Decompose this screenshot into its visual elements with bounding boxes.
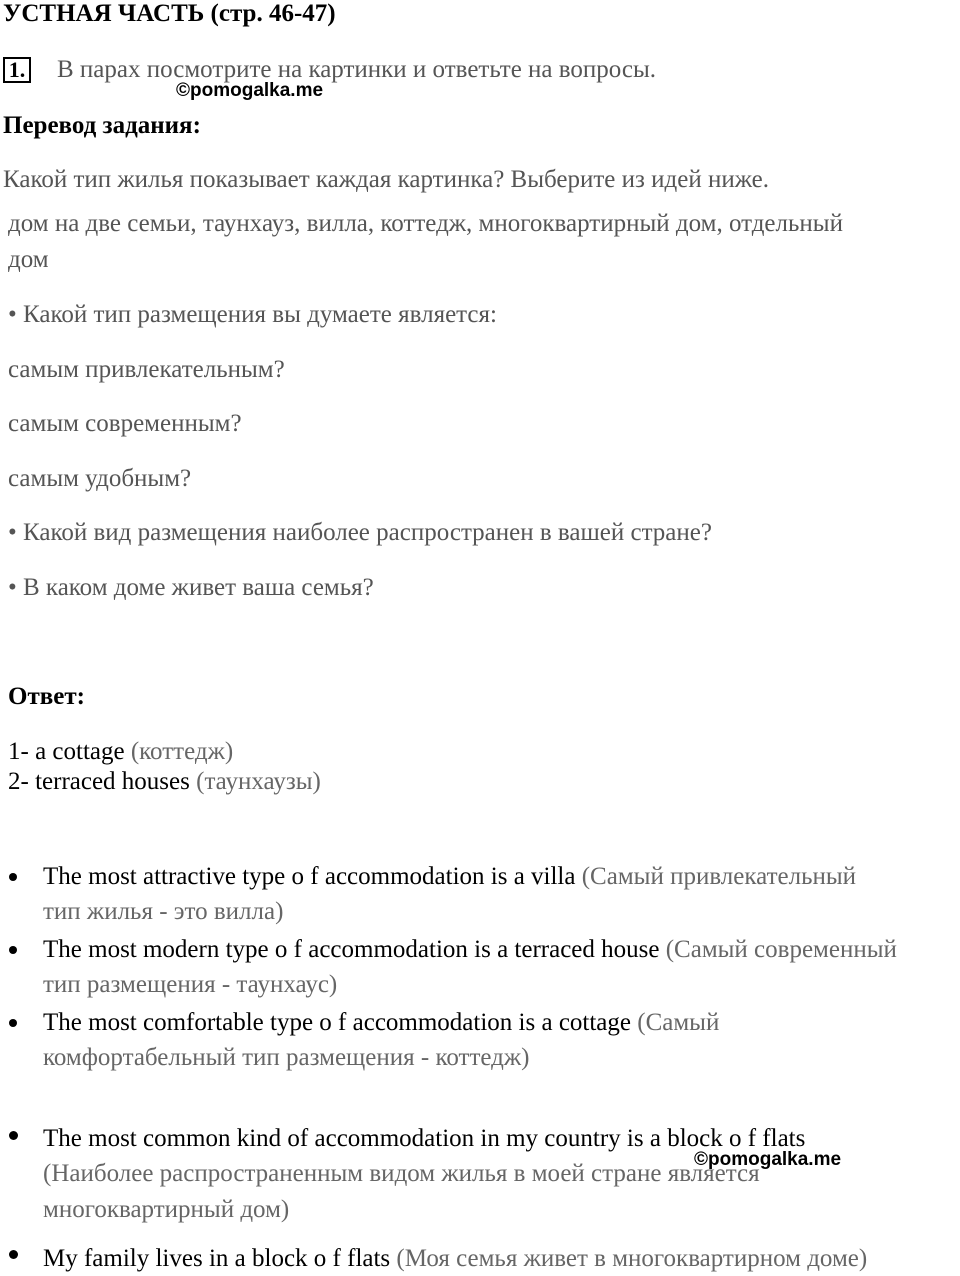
bullet-line (43, 1009, 719, 1037)
answer-item-ru: (коттедж) (130, 738, 234, 765)
bullet-ru: (Самый (637, 1009, 720, 1036)
bullet-dot (9, 946, 17, 954)
answer-item-en: 1- a cottage (8, 738, 125, 765)
answer-title: Ответ: (8, 683, 85, 710)
bullet-dot (9, 1131, 18, 1140)
bullet-en: My family lives in a block o f flats (43, 1245, 391, 1272)
bullet-ru-cont: тип размещения - таунхаус) (43, 971, 338, 998)
bullet-ru-cont: тип жилья - это вилла) (43, 898, 284, 925)
bullet-dot (9, 873, 17, 881)
bullet-line (43, 936, 897, 964)
translation-line: • В каком доме живет ваша семья? (8, 574, 374, 601)
bullet-ru-cont: многоквартирный дом) (43, 1196, 290, 1223)
translation-line: • Какой тип размещения вы думаете является: (8, 301, 497, 328)
translation-line: дом (8, 246, 49, 273)
bullet-ru: (Наиболее распространенным видом жилья в моей стране является (43, 1160, 760, 1187)
translation-line: самым удобным? (8, 465, 192, 492)
bullet-dot (9, 1250, 18, 1259)
page-title: УСТНАЯ ЧАСТЬ (стр. 46-47) (3, 0, 336, 27)
translation-title: Перевод задания: (3, 112, 201, 139)
translation-line: самым привлекательным? (8, 356, 285, 383)
watermark-top: ©pomogalka.me (176, 80, 324, 101)
answer-item (8, 738, 233, 766)
bullet-ru-cont: комфортабельный тип размещения - коттедж) (43, 1044, 530, 1071)
bullet-en: The most modern type o f accommodation is a terraced house (43, 936, 660, 963)
translation-line: • Какой вид размещения наиболее распространен в вашей стране? (8, 519, 712, 546)
bullet-en: The most comfortable type o f accommodation is a cottage (43, 1009, 632, 1036)
task-number-box: 1. (3, 57, 31, 83)
task-instruction: В парах посмотрите на картинки и ответьте на вопросы. (57, 56, 657, 83)
answer-item-ru: (таунхаузы) (196, 768, 321, 795)
bullet-line (43, 863, 856, 891)
bullet-ru: (Самый привлекательный (581, 863, 857, 890)
translation-line: Какой тип жилья показывает каждая картинка? Выберите из идей ниже. (3, 166, 770, 193)
bullet-ru: (Самый современный (665, 936, 897, 963)
watermark-bottom: ©pomogalka.me (694, 1149, 842, 1170)
answer-item-en: 2- terraced houses (8, 768, 190, 795)
answer-item (8, 768, 321, 796)
bullet-line (43, 1245, 867, 1273)
translation-line: дом на две семьи, таунхауз, вилла, коттедж, многоквартирный дом, отдельный (8, 210, 843, 237)
translation-line: самым современным? (8, 410, 242, 437)
bullet-ru: (Моя семья живет в многоквартирном доме) (396, 1245, 868, 1272)
bullet-en: The most common kind of accommodation in my country is a block o f flats (43, 1125, 806, 1152)
bullet-en: The most attractive type o f accommodation is a villa (43, 863, 576, 890)
bullet-dot (9, 1019, 17, 1027)
